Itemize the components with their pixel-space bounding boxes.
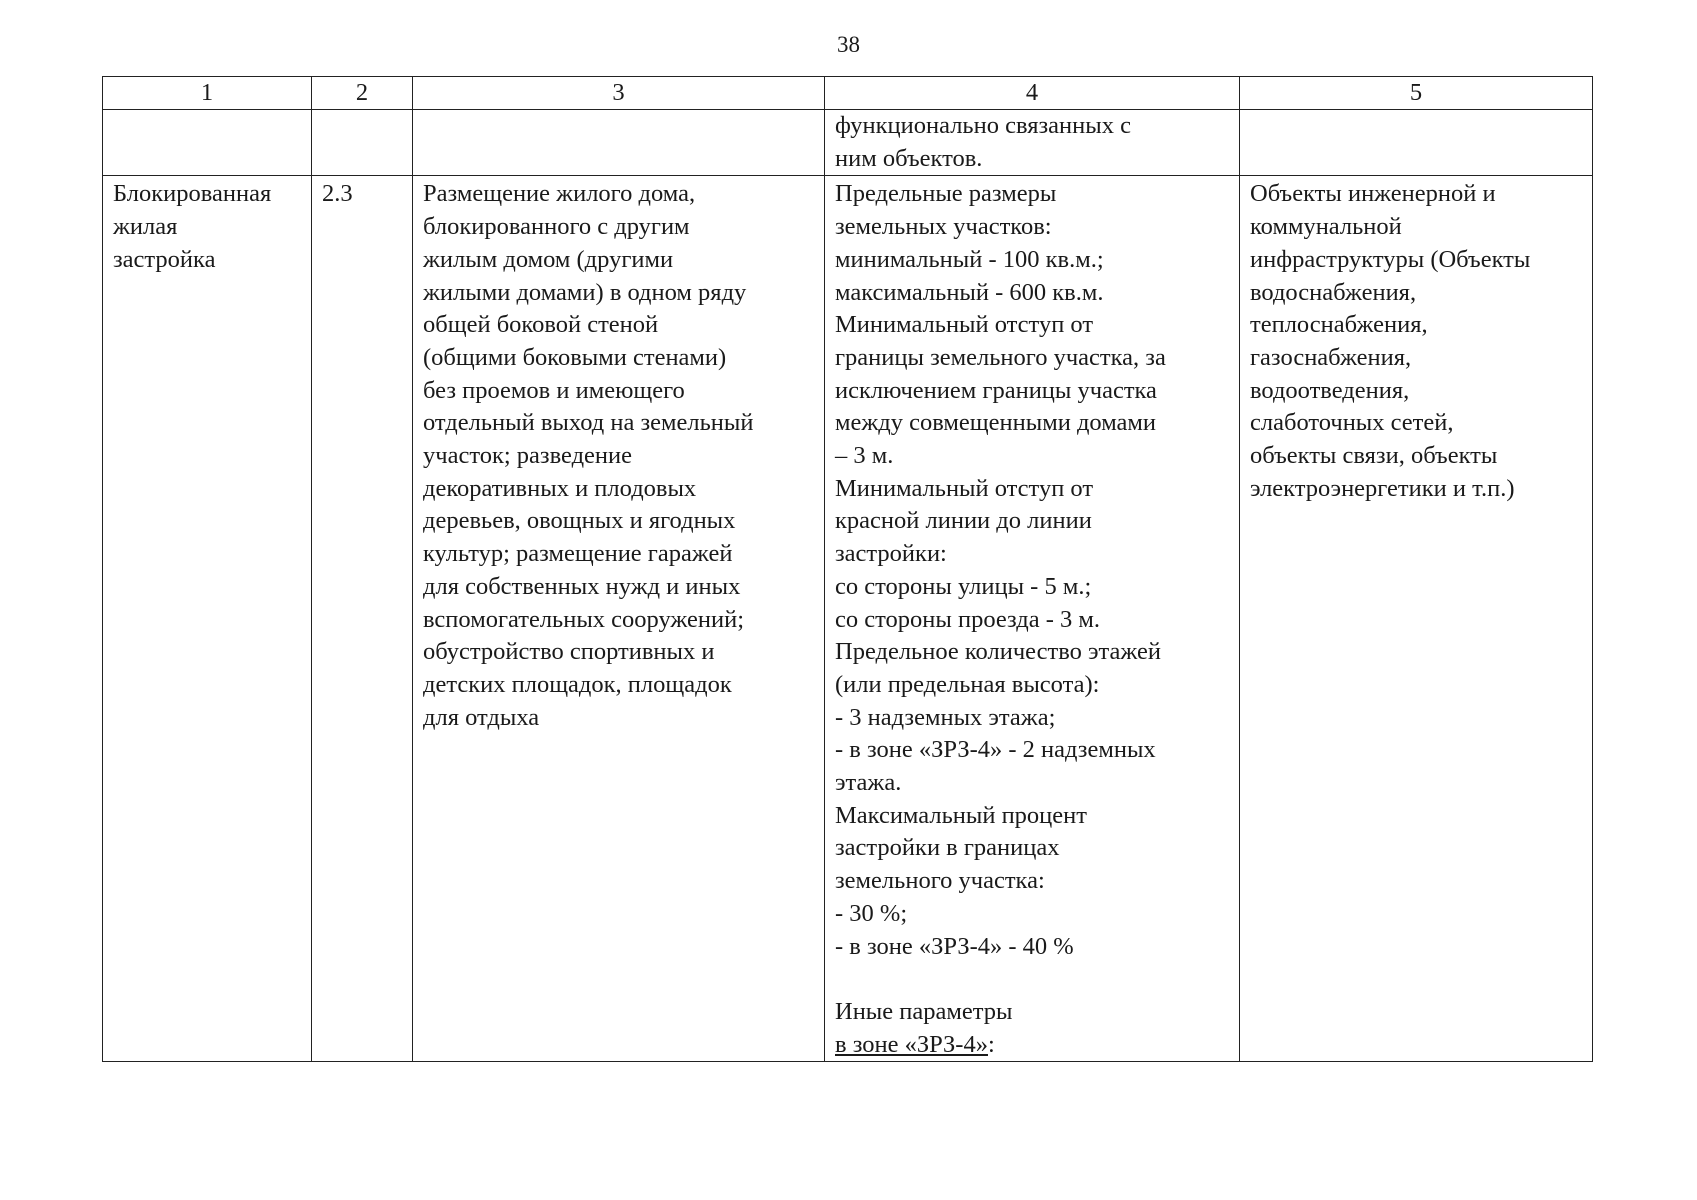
description-line: обустройство спортивных и	[423, 638, 715, 666]
description-line: жилым домом (другими	[423, 245, 674, 273]
parameter-line: со стороны проезда - 3 м.	[835, 605, 1101, 633]
description-line: без проемов и имеющего	[423, 376, 685, 404]
use-type-code: 2.3	[312, 176, 413, 1062]
description-line: деревьев, овощных и ягодных	[423, 507, 736, 535]
parameter-line: земельных участков:	[835, 213, 1052, 241]
cont-cell-2	[312, 110, 413, 176]
parameter-line	[835, 963, 1229, 996]
cont-col4-line: функционально связанных с	[835, 112, 1131, 139]
header-cell-1: 1	[103, 77, 312, 110]
auxiliary-uses-cell	[1240, 176, 1593, 1062]
auxiliary-use-line: водоснабжения,	[1250, 278, 1417, 306]
auxiliary-use-line: водоотведения,	[1250, 376, 1410, 404]
cont-cell-3	[413, 110, 825, 176]
description-line: Размещение жилого дома,	[423, 180, 696, 208]
parameter-line: Максимальный процент	[835, 801, 1087, 829]
auxiliary-use-line: теплоснабжения,	[1250, 311, 1428, 339]
description-line: (общими боковыми стенами)	[423, 343, 727, 371]
description-line: культур; размещение гаражей	[423, 540, 733, 568]
cont-col4-line: ним объектов.	[835, 144, 983, 172]
table-row	[103, 176, 1593, 1062]
auxiliary-use-line: инфраструктуры (Объекты	[1250, 245, 1531, 273]
use-type-name-line: застройка	[113, 245, 216, 273]
parameter-line: красной линии до линии	[835, 507, 1092, 535]
auxiliary-use-line: Объекты инженерной и	[1250, 180, 1496, 208]
continuation-row	[103, 110, 1593, 176]
description-line: вспомогательных сооружений;	[423, 605, 745, 633]
auxiliary-use-line: объекты связи, объекты	[1250, 442, 1498, 470]
auxiliary-use-line: слаботочных сетей,	[1250, 409, 1454, 437]
parameter-line: застройки:	[835, 540, 947, 568]
land-use-table	[102, 76, 1593, 1062]
parameter-line: Минимальный отступ от	[835, 474, 1094, 502]
description-line: декоративных и плодовых	[423, 474, 697, 502]
use-type-name-line: жилая	[113, 213, 178, 241]
parameter-line: - 3 надземных этажа;	[835, 703, 1056, 731]
zone-underlined-text: в зоне «ЗРЗ-4»	[835, 1030, 988, 1058]
header-cell-5: 5	[1240, 77, 1593, 110]
use-type-name	[103, 176, 312, 1062]
description-line: блокированного с другим	[423, 213, 690, 241]
parameters-last-line	[835, 1029, 1229, 1062]
use-type-name-line: Блокированная	[113, 180, 272, 208]
header-cell-3: 3	[413, 77, 825, 110]
auxiliary-use-line: газоснабжения,	[1250, 343, 1412, 371]
parameter-line: Минимальный отступ от	[835, 311, 1094, 339]
description-line: для отдыха	[423, 703, 540, 731]
parameter-line: этажа.	[835, 769, 902, 797]
parameter-line: Предельное количество этажей	[835, 638, 1161, 666]
parameter-line: - в зоне «ЗРЗ-4» - 2 надземных	[835, 736, 1156, 764]
cont-cell-1	[103, 110, 312, 176]
description-line: для собственных нужд и иных	[423, 572, 741, 600]
parameter-line: - 30 %;	[835, 899, 908, 927]
description-line: жилыми домами) в одном ряду	[423, 278, 747, 306]
header-row	[103, 77, 1593, 110]
parameters-cell	[825, 176, 1240, 1062]
parameter-line: минимальный - 100 кв.м.;	[835, 245, 1104, 273]
page-number: 38	[837, 32, 860, 57]
header-cell-2: 2	[312, 77, 413, 110]
parameter-line: - в зоне «ЗРЗ-4» - 40 %	[835, 932, 1074, 960]
description-line: детских площадок, площадок	[423, 670, 732, 698]
parameter-line: между совмещенными домами	[835, 409, 1157, 437]
cont-cell-4	[825, 110, 1240, 176]
description-line: участок; разведение	[423, 442, 633, 470]
parameter-line: со стороны улицы - 5 м.;	[835, 572, 1092, 600]
parameter-line: максимальный - 600 кв.м.	[835, 278, 1104, 306]
parameter-line: земельного участка:	[835, 867, 1045, 895]
auxiliary-use-line: коммунальной	[1250, 213, 1402, 241]
parameter-line: Иные параметры	[835, 997, 1013, 1025]
parameter-line: – 3 м.	[835, 442, 894, 470]
parameter-line: застройки в границах	[835, 834, 1060, 862]
use-type-description	[413, 176, 825, 1062]
parameter-line: границы земельного участка, за	[835, 343, 1166, 371]
parameter-line: (или предельная высота):	[835, 670, 1100, 698]
description-line: отдельный выход на земельный	[423, 409, 754, 437]
auxiliary-use-line: электроэнергетики и т.п.)	[1250, 474, 1515, 502]
header-cell-4: 4	[825, 77, 1240, 110]
description-line: общей боковой стеной	[423, 311, 659, 339]
cont-cell-5	[1240, 110, 1593, 176]
parameter-line: Предельные размеры	[835, 180, 1057, 208]
zone-suffix: :	[987, 1030, 995, 1058]
parameter-line: исключением границы участка	[835, 376, 1157, 404]
